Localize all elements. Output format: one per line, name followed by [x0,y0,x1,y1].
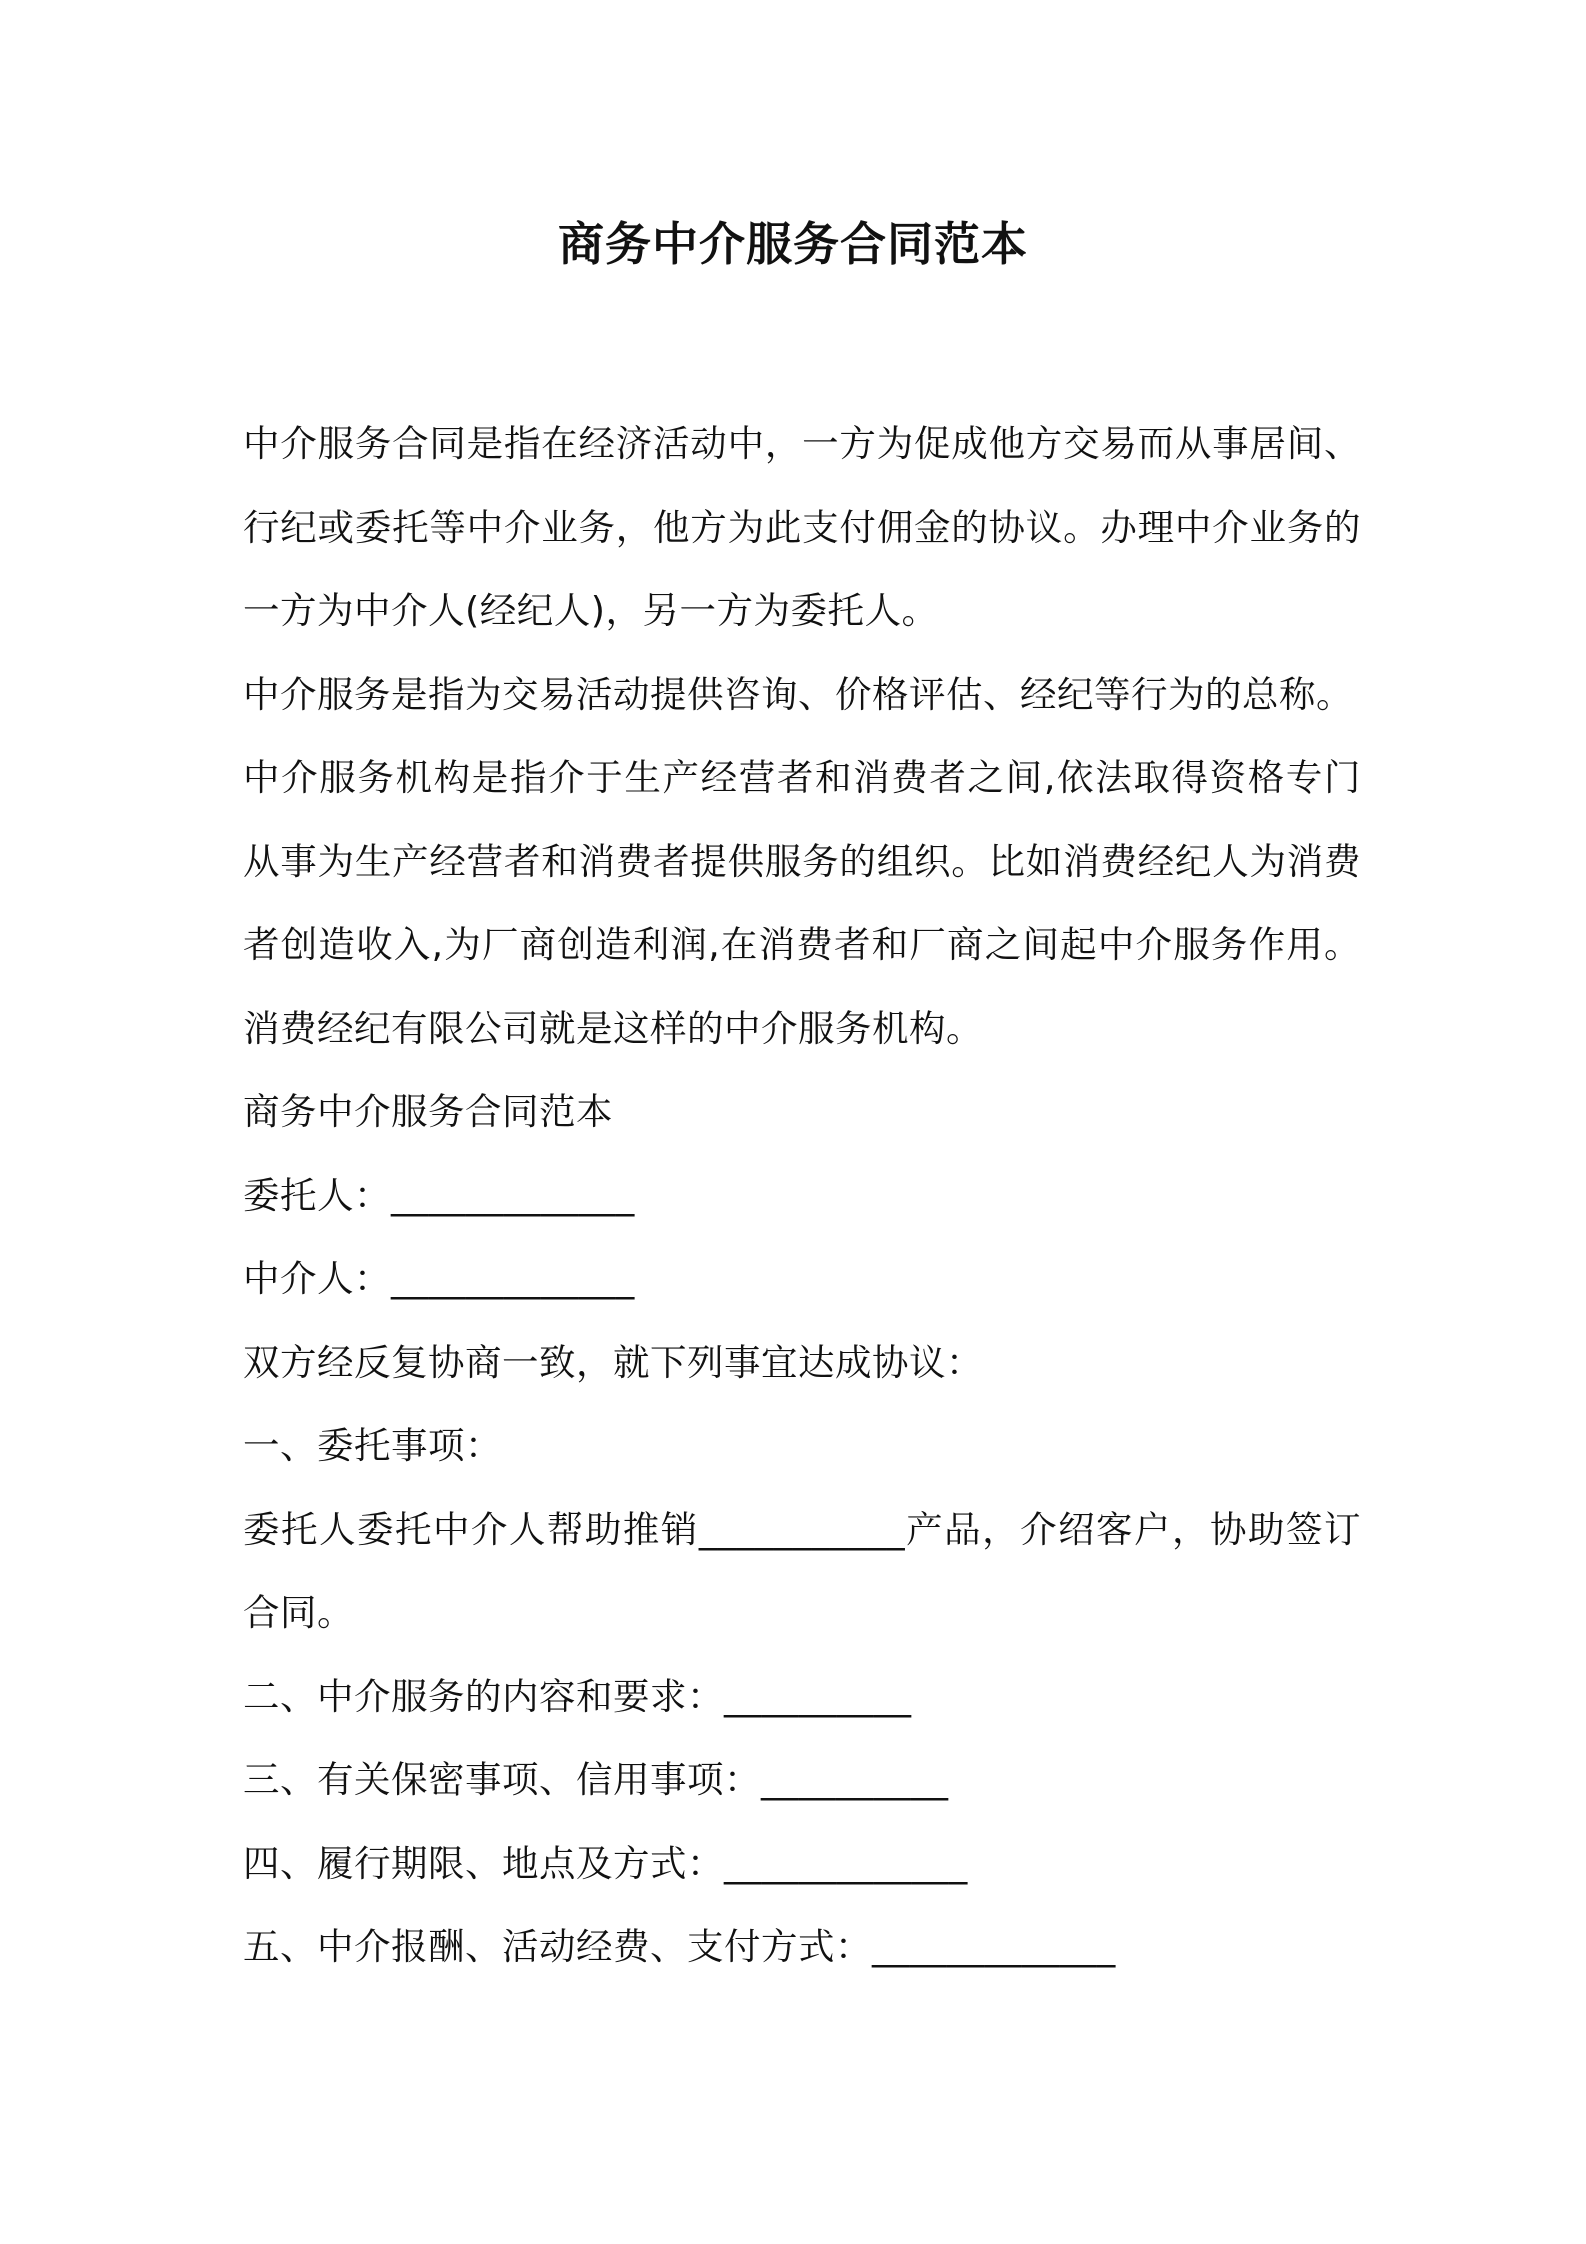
clause-1-text: 委托人委托中介人帮助推销___________产品，介绍客户，协助签订合同。 [243,1507,1361,1634]
definition-paragraph: 中介服务是指为交易活动提供咨询、价格评估、经纪等行为的总称。 [243,672,1353,716]
clause-2: 二、中介服务的内容和要求：__________ [243,1674,912,1718]
intermediary-line: 中介人：_____________ [243,1257,635,1300]
template-heading: 商务中介服务合同范本 [243,1090,613,1133]
agency-paragraph: 中介服务机构是指介于生产经营者和消费者之间,依法取得资格专门从事为生产经营者和消费者提供服务的组织。比如消费经纪人为消费者创造收入,为厂商创造利润,在消费者和厂商之间起中介服务作用。消费经纪有限公司就是这样的中介服务机构。 [243,756,1361,1050]
clause-5: 五、中介报酬、活动经费、支付方式：_____________ [243,1925,1116,1968]
clause-4: 四、履行期限、地点及方式：_____________ [243,1841,968,1885]
document-title: 商务中介服务合同范本 [558,217,1028,271]
principal-line: 委托人：_____________ [243,1173,635,1217]
agreement-statement: 双方经反复协商一致，就下列事宜达成协议： [243,1340,983,1384]
clause-3: 三、有关保密事项、信用事项：__________ [243,1758,949,1801]
intro-paragraph: 中介服务合同是指在经济活动中，一方为促成他方交易而从事居间、行纪或委托等中介业务，他方为此支付佣金的协议。办理中介业务的一方为中介人(经纪人)，另一方为委托人。 [243,422,1361,632]
clause-1-heading: 一、委托事项： [243,1424,502,1467]
document-body [243,402,1361,1989]
